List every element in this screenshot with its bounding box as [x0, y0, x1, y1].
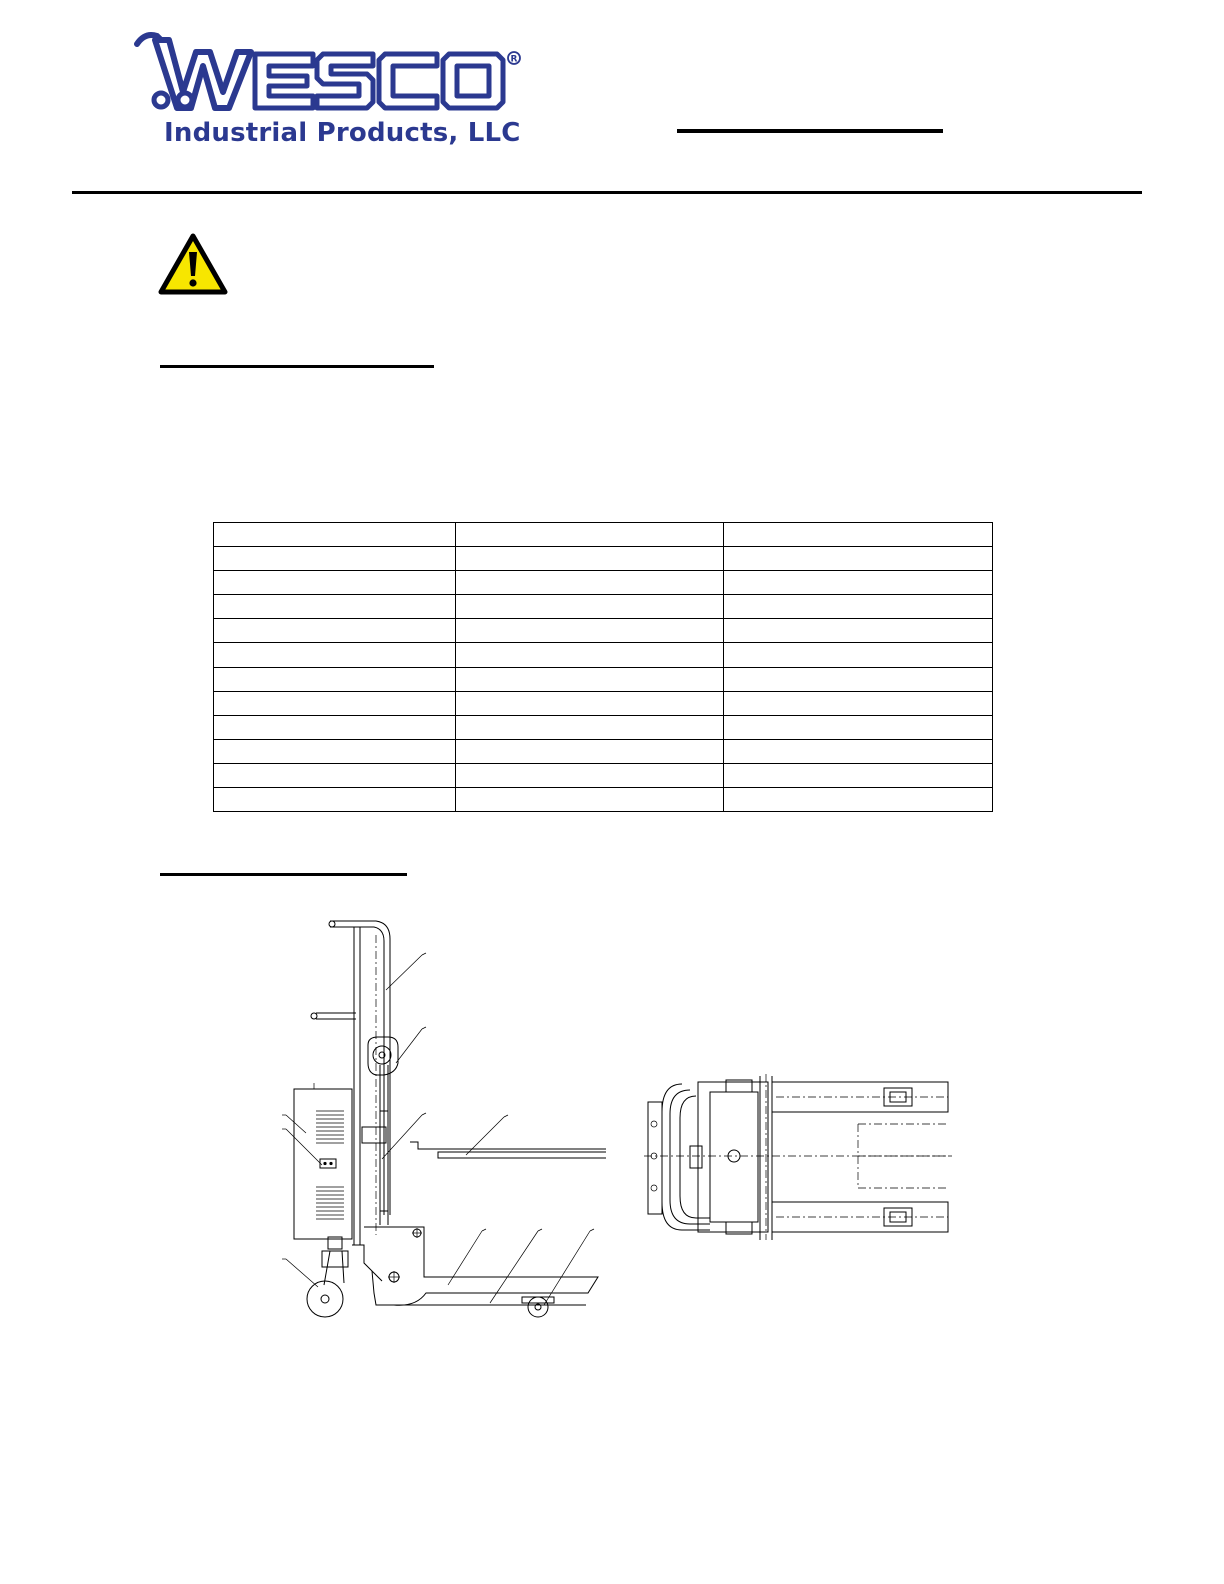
specifications-table: [213, 522, 993, 812]
table-cell: [724, 523, 993, 547]
table-cell: [456, 619, 724, 643]
table-cell: [456, 691, 724, 715]
warning-triangle-icon: [157, 232, 229, 296]
table-cell: [214, 523, 456, 547]
table-cell: [724, 691, 993, 715]
table-row: [214, 595, 993, 619]
table-cell: [456, 788, 724, 812]
table-cell: [214, 667, 456, 691]
table-cell: [456, 763, 724, 787]
table-cell: [724, 788, 993, 812]
table-cell: [214, 595, 456, 619]
table-row: [214, 667, 993, 691]
table-cell: [456, 571, 724, 595]
table-cell: [456, 739, 724, 763]
section-heading-underline: [160, 873, 407, 876]
table-row: [214, 739, 993, 763]
title-underline: [677, 129, 943, 133]
table-cell: [214, 788, 456, 812]
lift-stacker-side-view: [276, 915, 606, 1325]
table-cell: [214, 547, 456, 571]
table-cell: [214, 763, 456, 787]
section-heading-underline: [160, 365, 434, 368]
table-row: [214, 788, 993, 812]
lift-stacker-top-view: [640, 1072, 955, 1242]
table-row: [214, 763, 993, 787]
table-row: [214, 571, 993, 595]
table-cell: [456, 523, 724, 547]
table-row: [214, 523, 993, 547]
logo-tagline: Industrial Products, LLC: [164, 118, 521, 148]
svg-text:R: R: [510, 54, 518, 65]
table-cell: [724, 667, 993, 691]
table-row: [214, 691, 993, 715]
table-cell: [724, 643, 993, 667]
table-cell: [724, 763, 993, 787]
table-row: [214, 619, 993, 643]
table-cell: [214, 691, 456, 715]
table-cell: [214, 571, 456, 595]
table-row: [214, 547, 993, 571]
table-cell: [724, 715, 993, 739]
table-cell: [456, 595, 724, 619]
table-cell: [724, 547, 993, 571]
table-cell: [456, 715, 724, 739]
table-row: [214, 715, 993, 739]
table-cell: [724, 595, 993, 619]
table-cell: [214, 739, 456, 763]
table-cell: [456, 643, 724, 667]
table-cell: [214, 715, 456, 739]
table-cell: [724, 739, 993, 763]
table-cell: [456, 667, 724, 691]
table-cell: [724, 619, 993, 643]
table-cell: [214, 619, 456, 643]
header-divider: [72, 191, 1142, 194]
table-cell: [214, 643, 456, 667]
table-cell: [724, 571, 993, 595]
table-row: [214, 643, 993, 667]
table-cell: [456, 547, 724, 571]
